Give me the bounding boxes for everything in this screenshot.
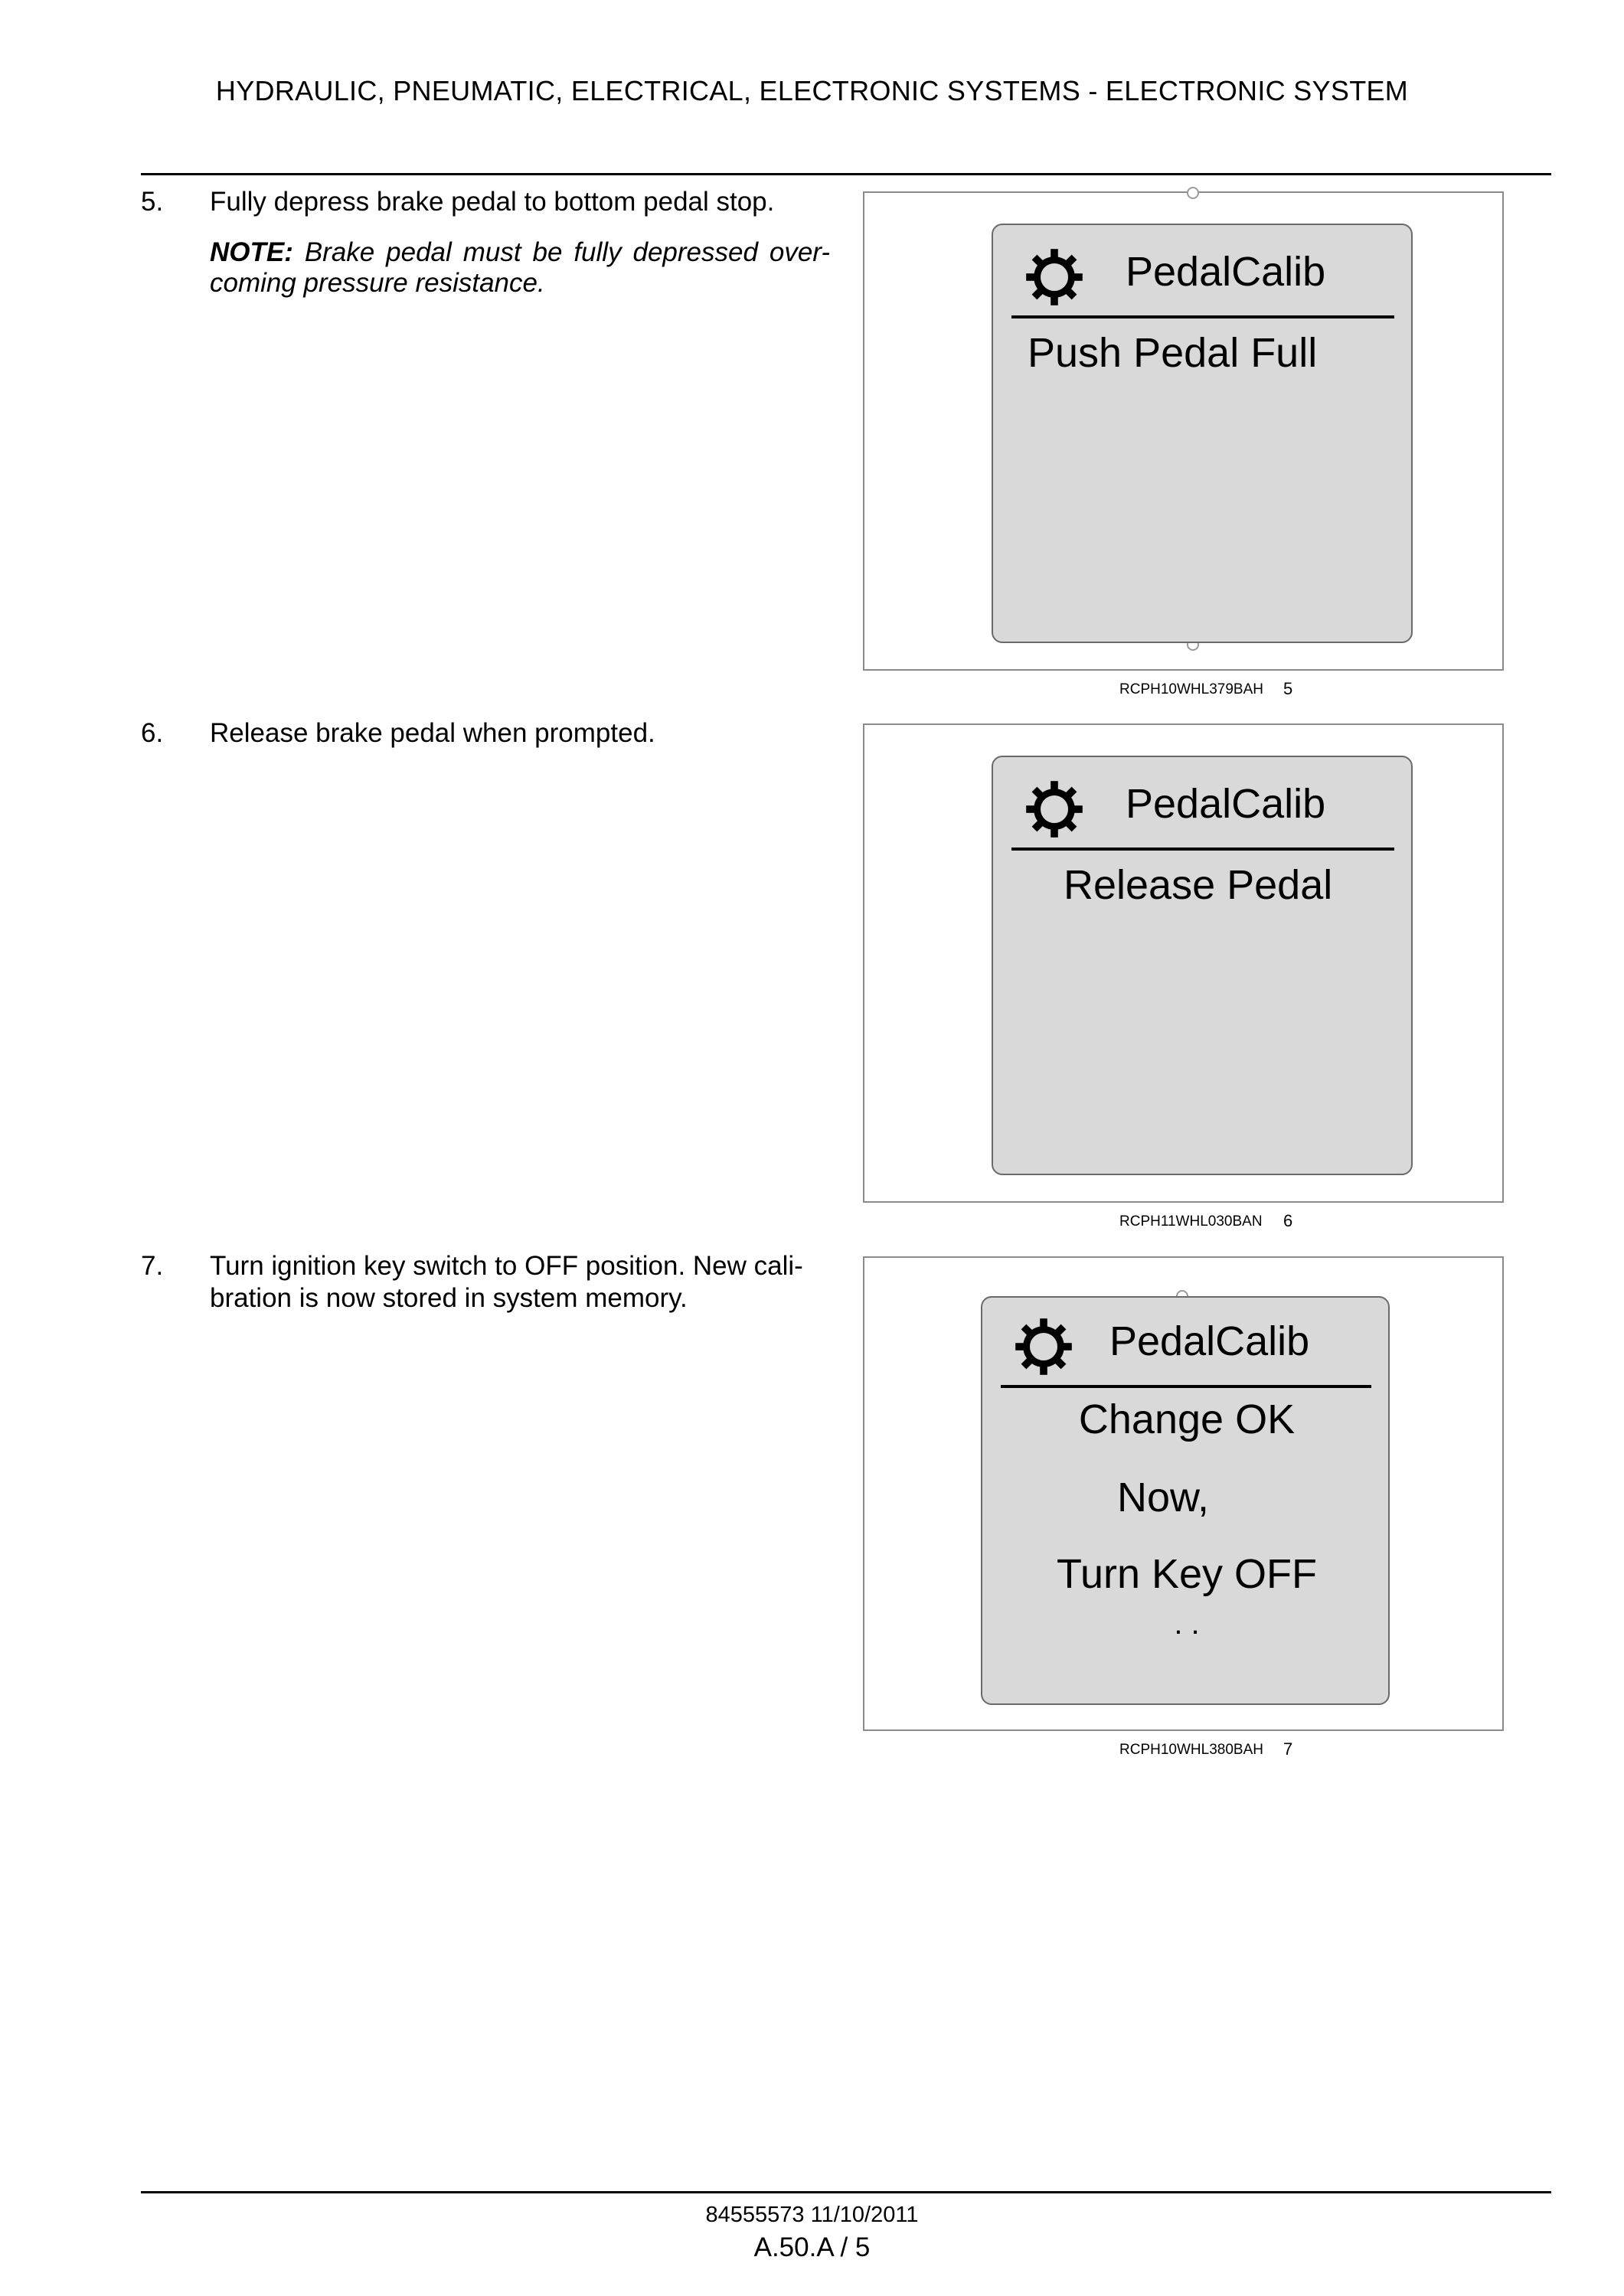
gear-icon bbox=[1013, 1316, 1074, 1377]
step-text-line: bration is now stored in system memory. bbox=[210, 1283, 688, 1313]
footer-document-info: 84555573 11/10/2011 bbox=[705, 2203, 919, 2227]
note-text: Brake pedal must be fully depressed over-coming pressure resistance. bbox=[210, 237, 830, 298]
step-number: 7. bbox=[141, 1251, 164, 1281]
screen-message-line: Now, bbox=[1117, 1475, 1210, 1520]
gear-icon bbox=[1024, 247, 1085, 308]
figure-caption-code: RCPH11WHL030BAN bbox=[1119, 1213, 1263, 1230]
gear-icon bbox=[1024, 779, 1085, 840]
screen-message-line: . . bbox=[1174, 1607, 1200, 1641]
figure-caption-number: 5 bbox=[1283, 679, 1293, 698]
step-text: Release brake pedal when prompted. bbox=[210, 718, 655, 748]
step-note bbox=[210, 237, 830, 299]
display-screen bbox=[981, 1296, 1390, 1705]
figure-7 bbox=[863, 1256, 1504, 1731]
figure-caption-code: RCPH10WHL379BAH bbox=[1119, 681, 1263, 697]
footer-divider bbox=[141, 2191, 1551, 2193]
figure-caption-code: RCPH10WHL380BAH bbox=[1119, 1742, 1263, 1758]
screen-title: PedalCalib bbox=[1126, 781, 1326, 827]
figure-6 bbox=[863, 723, 1504, 1203]
screen-title-divider bbox=[1011, 315, 1394, 318]
screen-message: Push Pedal Full bbox=[1028, 330, 1318, 376]
step-number: 6. bbox=[141, 718, 164, 748]
screen-mount-tick bbox=[1187, 187, 1199, 199]
figure-5 bbox=[863, 191, 1504, 671]
step-number: 5. bbox=[141, 187, 164, 217]
screen-title-divider bbox=[1001, 1385, 1371, 1388]
screen-title: PedalCalib bbox=[1109, 1318, 1310, 1364]
screen-message-line: Turn Key OFF bbox=[1056, 1551, 1318, 1597]
screen-message: Release Pedal bbox=[1064, 862, 1333, 908]
note-label: NOTE: bbox=[210, 237, 293, 267]
screen-title-divider bbox=[1011, 848, 1394, 851]
page-header-title: HYDRAULIC, PNEUMATIC, ELECTRICAL, ELECTRONIC SYSTEMS - ELECTRONIC SYSTEM bbox=[215, 75, 1409, 106]
screen-title: PedalCalib bbox=[1126, 249, 1326, 295]
figure-caption-number: 6 bbox=[1283, 1211, 1293, 1230]
step-text-line: Turn ignition key switch to OFF position. New cali- bbox=[210, 1251, 803, 1281]
display-screen bbox=[992, 224, 1413, 643]
screen-message-line: Change OK bbox=[1078, 1396, 1296, 1442]
display-screen bbox=[992, 756, 1413, 1175]
header-divider bbox=[141, 173, 1551, 175]
step-text: Fully depress brake pedal to bottom pedal stop. bbox=[210, 187, 775, 217]
footer-page-number: A.50.A / 5 bbox=[753, 2232, 871, 2262]
figure-caption-number: 7 bbox=[1283, 1739, 1293, 1759]
